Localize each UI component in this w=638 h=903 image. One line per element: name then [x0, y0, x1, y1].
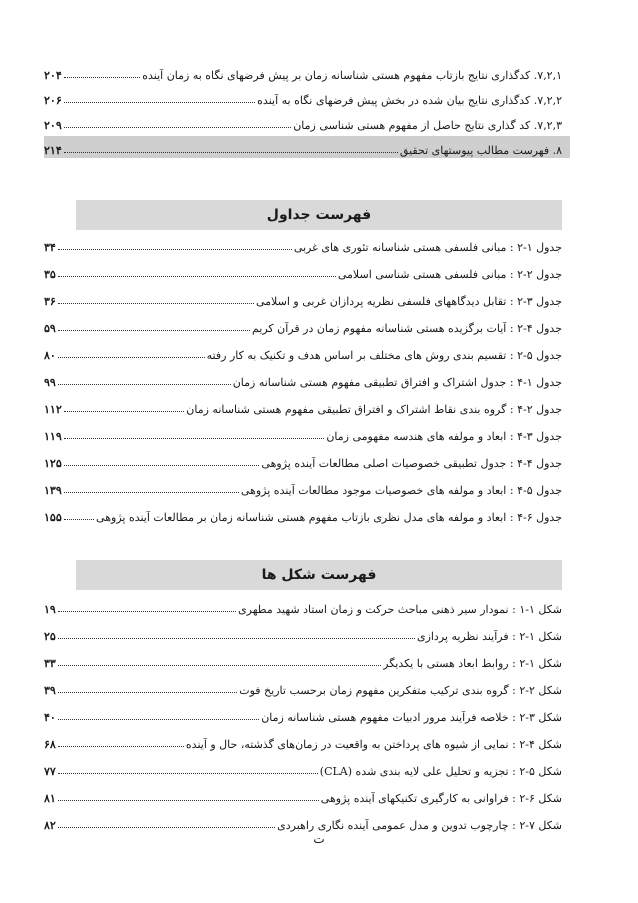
table-entry[interactable]: جدول ۴-۴ : جدول تطبیقی خصوصیات اصلی مطالعات آینده پژوهی ۱۲۵ — [44, 457, 562, 470]
figure-entry[interactable]: شکل ۴-۲ : نمایی از شیوه های پرداختن به واقعیت در زمان‌های گذشته، حال و آینده ۶۸ — [44, 738, 562, 751]
toc-entry[interactable]: ۷,۲,۱. کدگذاری نتایج بازتاب مفهوم هستی شناسانه زمان بر پیش فرضهای نگاه به زمان آینده ۲۰۴ — [44, 69, 562, 82]
figure-entry[interactable]: شکل ۲-۲ : گروه بندی ترکیب متفکرین مفهوم زمان برحسب تاریخ فوت ۳۹ — [44, 684, 562, 697]
table-entry[interactable]: جدول ۳-۲ : تقابل دیدگاههای فلسفی نظریه پردازان غربی و اسلامی ۳۶ — [44, 295, 562, 308]
table-entry[interactable]: جدول ۲-۴ : گروه بندی نقاط اشتراک و افتراق تطبیقی مفهوم هستی شناسانه زمان ۱۱۲ — [44, 403, 562, 416]
figure-entry[interactable]: شکل ۳-۲ : خلاصه فرآیند مرور ادبیات مفهوم هستی شناسانه زمان ۴۰ — [44, 711, 562, 724]
table-entry[interactable]: جدول ۲-۲ : مبانی فلسفی هستی شناسی اسلامی ۳۵ — [44, 268, 562, 281]
figure-entry[interactable]: شکل ۱-۱ : نمودار سیر ذهنی مباحث حرکت و زمان استاد شهید مطهری ۱۹ — [44, 603, 562, 616]
table-entry[interactable]: جدول ۵-۴ : ابعاد و مولفه های خصوصیات موجود مطالعات آینده پژوهی ۱۳۹ — [44, 484, 562, 497]
figures-header: فهرست شکل ها — [76, 560, 562, 590]
table-entry[interactable]: جدول ۱-۴ : جدول اشتراک و افتراق تطبیقی مفهوم هستی شناسانه زمان ۹۹ — [44, 376, 562, 389]
figure-entry[interactable]: شکل ۶-۲ : فراوانی به کارگیری تکنیکهای آینده پژوهی ۸۱ — [44, 792, 562, 805]
figure-entry[interactable]: شکل ۱-۲ : روابط ابعاد هستی با یکدیگر ۳۳ — [44, 657, 562, 670]
toc-entry[interactable]: ۷,۲,۲. کدگذاری نتایج بیان شده در بخش پیش فرضهای نگاه به آینده ۲۰۶ — [44, 94, 562, 107]
figure-entry[interactable]: شکل ۵-۲ : تجزیه و تحلیل علی لایه بندی شده (CLA) ۷۷ — [44, 765, 562, 778]
table-entry[interactable]: جدول ۵-۲ : تقسیم بندی روش های مختلف بر اساس هدف و تکنیک به کار رفته ۸۰ — [44, 349, 562, 362]
table-entry[interactable]: جدول ۶-۴ : ابعاد و مولفه های مدل نظری بازتاب مفهوم هستی شناسانه زمان بر مطالعات آینده پژوهی ۱۵۵ — [44, 511, 562, 524]
table-entry[interactable]: جدول ۱-۲ : مبانی فلسفی هستی شناسانه تئوری های غربی ۳۴ — [44, 241, 562, 254]
table-entry[interactable]: جدول ۳-۴ : ابعاد و مولفه های هندسه مفهومی زمان ۱۱۹ — [44, 430, 562, 443]
figure-entry[interactable]: شکل ۱-۲ : فرآیند نظریه پردازی ۲۵ — [44, 630, 562, 643]
table-entry[interactable]: جدول ۴-۲ : آیات برگزیده هستی شناسانه مفهوم زمان در قرآن کریم ۵۹ — [44, 322, 562, 335]
toc-entry-appendix[interactable]: ۸. فهرست مطالب پیوستهای تحقیق ۲۱۴ — [44, 144, 562, 157]
tables-header: فهرست جداول — [76, 200, 562, 230]
figure-entry[interactable]: شکل ۷-۲ : چارچوب تدوین و مدل عمومی آینده نگاری راهبردی ۸۲ — [44, 819, 562, 832]
page-number: ت — [313, 832, 325, 846]
toc-entry[interactable]: ۷,۲,۳. کد گذاری نتایج حاصل از مفهوم هستی شناسی زمان ۲۰۹ — [44, 119, 562, 132]
